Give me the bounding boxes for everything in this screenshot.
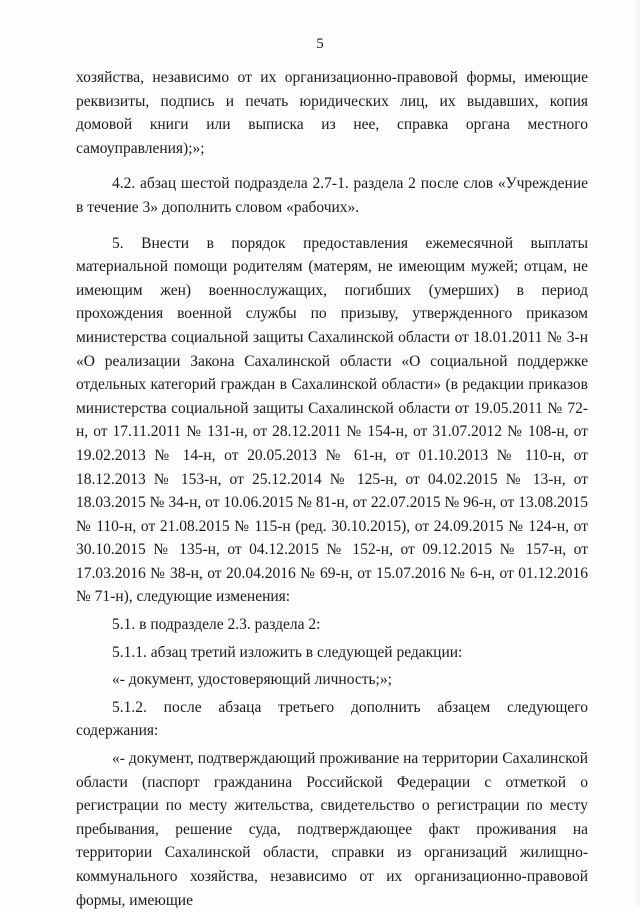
paragraph-4-2: 4.2. абзац шестой подраздела 2.7-1. раздела 2 после слов «Учреждение в течение 3» дополнить словом «рабочих». bbox=[76, 175, 588, 216]
paragraph-5-1: 5.1. в подразделе 2.3. раздела 2: bbox=[112, 616, 321, 634]
paragraph-5-1-2: 5.1.2. после абзаца третьего дополнить абзацем следующего содержания: bbox=[76, 698, 588, 740]
scan-edge-shadow bbox=[634, 0, 640, 905]
paragraph-5: 5. Внести в порядок предоставления ежемесячной выплаты материальной помощи родителям (матерям, не имеющим мужей; отцам, не имеющим жен) военнослужащих, погибших (умерших) в период прохождения военной службы по призыву, утвержденного приказом министерства социальной защиты Сахалинской области от 18.01.2011 № 3-н «О реализации Закона Сахалинской области «О социальной поддержке отдельных категорий граждан в Сахалинской области» (в редакции приказов министерства социальной защиты Сахалинской области от 19.05.2011 № 72-н, от 17.11.2011 № 131-н, от 28.12.2011 № 154-н, от 31.07.2012 № 108-н, от 19.02.2013 № 14-н, от 20.05.2013 № 61-н, от 01.10.2013 № 110-н, от 18.12.2013 № 153-н, от 25.12.2014 № 125-н, от 04.02.2015 № 13-н, от 18.03.2015 № 34-н, от 10.06.2015 № 81-н, от 22.07.2015 № 96-н, от 13.08.2015 № 110-н, от 21.08.2015 № 115-н (ред. 30.10.2015), от 24.09.2015 № 124-н, от 30.10.2015 № 135-н, от 04.12.2015 № 152-н, от 09.12.2015 № 157-н, от 17.03.2016 № 38-н, от 20.04.2016 № 69-н, от 15.07.2016 № 6-н, от 01.12.2016 № 71-н), следующие изменения: bbox=[76, 234, 588, 606]
paragraph-continuation: хозяйства, независимо от их организационно-правовой формы, имеющие реквизиты, подпись и печать юридических лиц, их выдавших, копия домовой книги или выписка из нее, справка органа местного самоуправления);»; bbox=[76, 69, 588, 157]
page-number: 5 bbox=[316, 36, 324, 52]
paragraph-quote-2: «- документ, подтверждающий проживание на территории Сахалинской области (паспорт гражданина Российской Федерации с отметкой о регистрации по месту жительства, свидетельство о регистрации по месту пребывания, решение суда, подтверждающее факт проживания на территории Сахалинской области, справки из организаций жилищно-коммунального хозяйства, независимо от их организационно-правовой формы, имеющие bbox=[76, 750, 588, 909]
paragraph-5-1-1: 5.1.1. абзац третий изложить в следующей редакции: bbox=[112, 643, 463, 661]
paragraph-quote-1: «- документ, удостоверяющий личность;»; bbox=[112, 671, 392, 689]
document-body bbox=[76, 66, 588, 912]
